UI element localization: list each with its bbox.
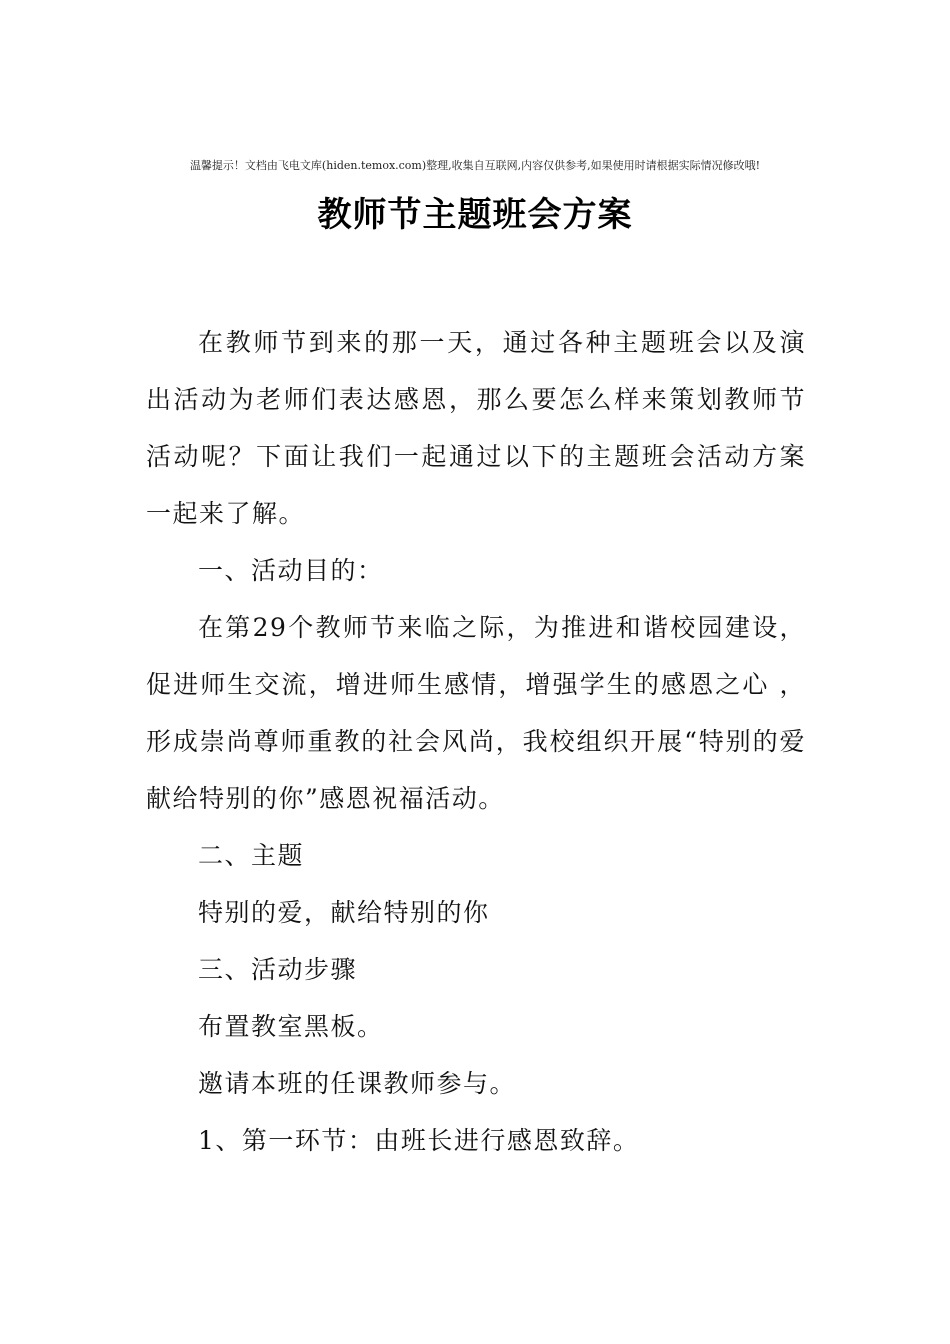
watermark-notice: 温馨提示！文档由飞电文库(hiden.temox.com)整理,收集自互联网,内容仅供参考,如果使用时请根据实际情况修改哦!: [189, 159, 761, 172]
page-title: 教师节主题班会方案: [317, 195, 633, 235]
step-item: 1、第一环节：由班长进行感恩致辞。: [198, 1126, 640, 1155]
section-heading-theme: 二、主题: [198, 841, 305, 870]
section-heading-purpose: 一、活动目的：: [198, 556, 384, 585]
intro-paragraph: 在教师节到来的那一天，通过各种主题班会以及演出活动为老师们表达感恩，那么要怎么样来策划教师节活动呢？下面让我们一起通过以下的主题班会活动方案一起来了解。: [146, 328, 806, 528]
step-item: 布置教室黑板。: [198, 1012, 384, 1041]
section-heading-steps: 三、活动步骤: [198, 955, 358, 984]
theme-text: 特别的爱，献给特别的你: [198, 898, 490, 927]
step-item: 邀请本班的任课教师参与。: [198, 1069, 517, 1098]
purpose-paragraph: 在第29个教师节来临之际，为推进和谐校园建设，促进师生交流，增进师生感情，增强学生的感恩之心 ，形成崇尚尊师重教的社会风尚，我校组织开展“特别的爱献给特别的你”感恩祝福活动。: [146, 613, 806, 813]
document-body: [146, 314, 806, 1169]
